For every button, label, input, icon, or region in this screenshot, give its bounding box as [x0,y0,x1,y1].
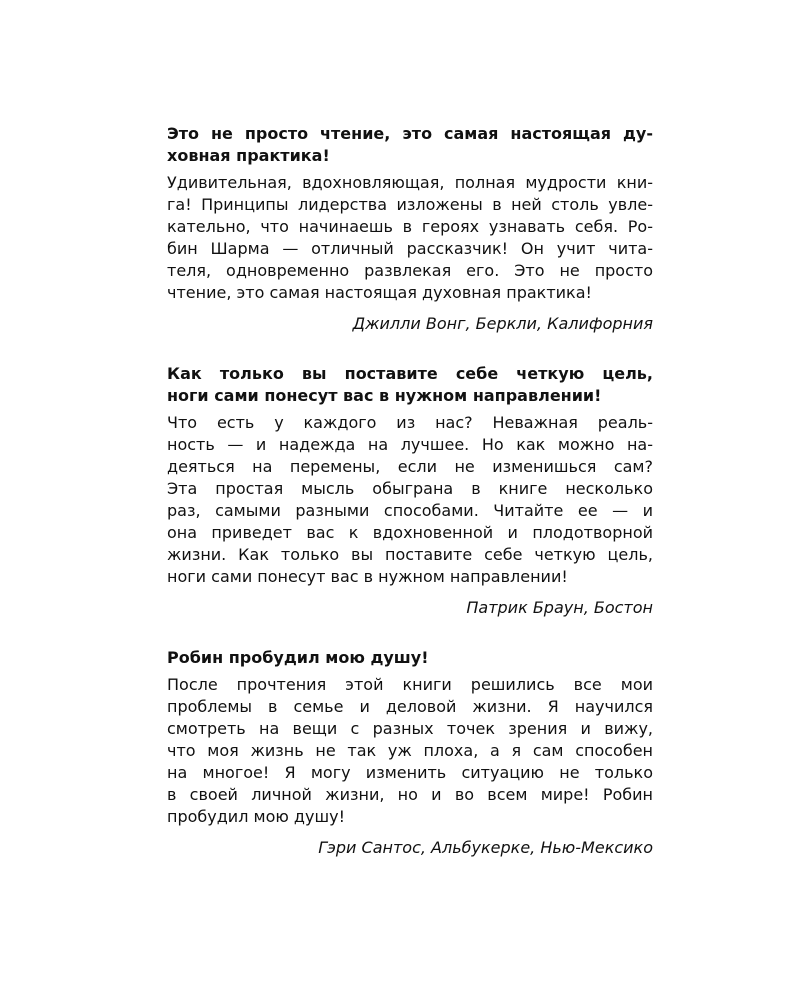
testimonials-page [167,123,653,859]
headline-line: Это не просто чтение, это самая настоящая ду- [167,124,653,143]
body-line: в своей личной жизни, но и во всем мире! Робин [167,785,653,804]
body-line: теля, одновременно развлекая его. Это не просто [167,261,653,280]
review-1 [167,123,653,335]
headline-line: Робин пробудил мою душу! [167,648,429,667]
body-line: чтение, это самая настоящая духовная практика! [167,283,592,302]
review-headline [167,647,653,669]
body-line: Удивительная, вдохновляющая, полная мудрости кни- [167,173,653,192]
review-2 [167,363,653,619]
body-line: га! Принципы лидерства изложены в ней столь увле- [167,195,653,214]
body-line: После прочтения этой книги решились все мои [167,675,653,694]
review-body [167,674,653,828]
review-author: Гэри Сантос, Альбукерке, Нью-Мексико [318,838,653,857]
body-line: жизни. Как только вы поставите себе четкую цель, [167,545,653,564]
body-line: кательно, что начинаешь в героях узнавать себя. Ро- [167,217,653,236]
body-line: проблемы в семье и деловой жизни. Я научился [167,697,653,716]
review-3 [167,647,653,859]
body-line: раз, самыми разными способами. Читайте ее — и [167,501,653,520]
review-body [167,412,653,588]
body-line: пробудил мою душу! [167,807,345,826]
headline-line: ноги сами понесут вас в нужном направлении! [167,386,602,405]
body-line: Эта простая мысль обыграна в книге несколько [167,479,653,498]
review-author: Джилли Вонг, Беркли, Калифорния [352,314,653,333]
review-headline [167,123,653,167]
body-line: смотреть на вещи с разных точек зрения и вижу, [167,719,653,738]
review-headline [167,363,653,407]
headline-line: Как только вы поставите себе четкую цель, [167,364,653,383]
headline-line: ховная практика! [167,146,330,165]
body-line: ность — и надежда на лучшее. Но как можно на- [167,435,653,454]
body-line: что моя жизнь не так уж плоха, а я сам способен [167,741,653,760]
body-line: ноги сами понесут вас в нужном направлении! [167,567,568,586]
body-line: на многое! Я могу изменить ситуацию не только [167,763,653,782]
review-author: Патрик Браун, Бостон [466,598,653,617]
body-line: Что есть у каждого из нас? Неважная реаль- [167,413,653,432]
review-body [167,172,653,304]
body-line: она приведет вас к вдохновенной и плодотворной [167,523,653,542]
body-line: деяться на перемены, если не изменишься сам? [167,457,653,476]
body-line: бин Шарма — отличный рассказчик! Он учит чита- [167,239,653,258]
